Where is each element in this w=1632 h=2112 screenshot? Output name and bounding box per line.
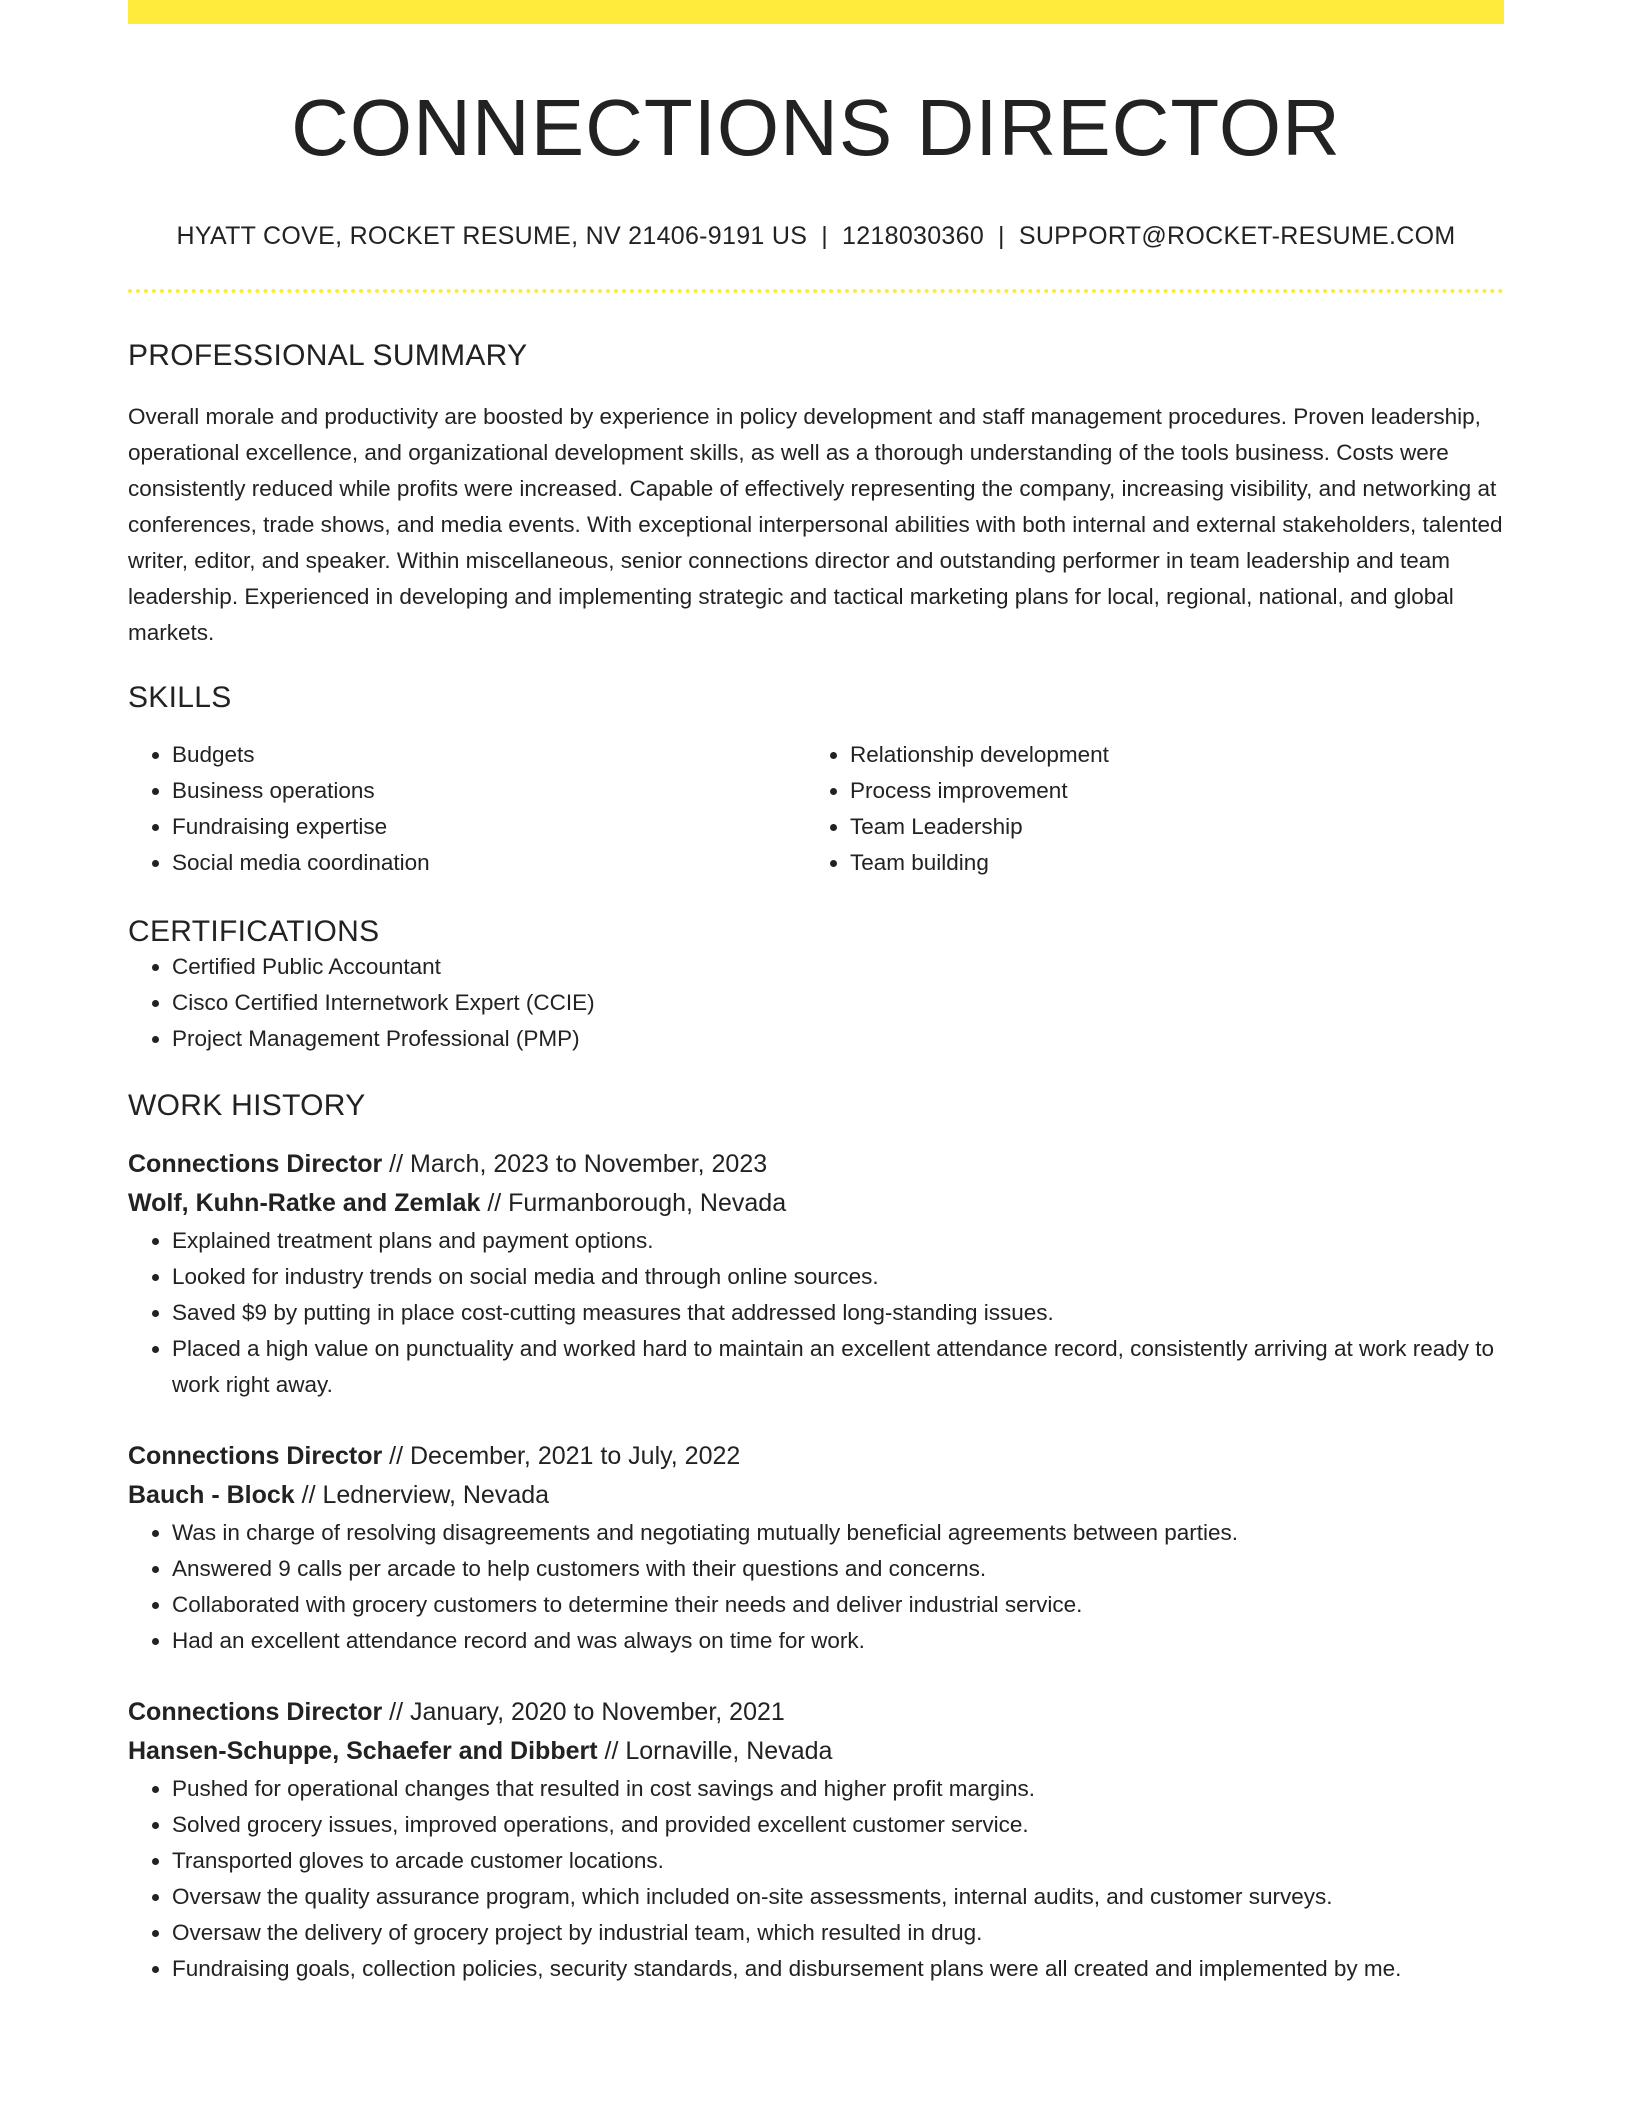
top-accent-bar (128, 0, 1504, 24)
summary-heading: PROFESSIONAL SUMMARY (128, 339, 528, 372)
job-role-line (128, 1693, 1504, 1732)
job-bullet: • Answered 9 calls per arcade to help customers with their questions and concerns. (172, 1551, 1504, 1587)
job-entry (128, 1693, 1504, 1987)
job-bullet: • Collaborated with grocery customers to determine their needs and deliver industrial service. (172, 1587, 1504, 1623)
certifications-heading: CERTIFICATIONS (128, 915, 380, 948)
contact-phone: 1218030360 (842, 222, 985, 250)
job-location: // Lednerview, Nevada (301, 1481, 550, 1509)
dotted-divider (128, 289, 1504, 293)
skill-item: • Team building (850, 845, 1484, 881)
skill-item: • Team Leadership (850, 809, 1484, 845)
job-bullet: • Saved $9 by putting in place cost-cutting measures that addressed long-standing issues. (172, 1295, 1504, 1331)
skill-item: • Budgets (172, 737, 806, 773)
certification-item: • Certified Public Accountant (172, 949, 1504, 985)
job-company: Bauch - Block (128, 1481, 295, 1509)
job-role: Connections Director (128, 1442, 383, 1470)
job-bullet: • Had an excellent attendance record and was always on time for work. (172, 1623, 1504, 1659)
job-bullets (128, 1515, 1504, 1659)
skills-heading: SKILLS (128, 681, 232, 714)
job-role-line (128, 1437, 1504, 1476)
job-bullet: • Looked for industry trends on social media and through online sources. (172, 1259, 1504, 1295)
skill-item: • Relationship development (850, 737, 1484, 773)
contact-address: HYATT COVE, ROCKET RESUME, NV 21406-9191 US (176, 222, 808, 250)
job-bullets (128, 1771, 1504, 1987)
job-bullet: • Was in charge of resolving disagreements and negotiating mutually beneficial agreements between parties. (172, 1515, 1504, 1551)
job-bullet: • Placed a high value on punctuality and worked hard to maintain an excellent attendance record, consistently arriving at work ready to work right away. (172, 1331, 1504, 1403)
job-bullet: • Transported gloves to arcade customer locations. (172, 1843, 1504, 1879)
job-dates: // March, 2023 to November, 2023 (389, 1150, 768, 1178)
job-bullet: • Explained treatment plans and payment options. (172, 1223, 1504, 1259)
contact-email[interactable]: SUPPORT@ROCKET-RESUME.COM (1018, 222, 1456, 250)
job-company-line (128, 1476, 1504, 1515)
job-role: Connections Director (128, 1150, 383, 1178)
skill-item: • Process improvement (850, 773, 1484, 809)
contact-separator: | (821, 222, 828, 250)
job-bullet: • Oversaw the delivery of grocery project by industrial team, which resulted in drug. (172, 1915, 1504, 1951)
contact-line (128, 222, 1504, 251)
job-dates: // January, 2020 to November, 2021 (389, 1698, 785, 1726)
job-role: Connections Director (128, 1698, 383, 1726)
job-bullets (128, 1223, 1504, 1403)
job-entry (128, 1145, 1504, 1403)
job-location: // Lornaville, Nevada (604, 1737, 833, 1765)
job-location: // Furmanborough, Nevada (487, 1189, 787, 1217)
job-bullet: • Pushed for operational changes that resulted in cost savings and higher profit margins. (172, 1771, 1504, 1807)
certifications-list (128, 949, 1504, 1057)
job-company-line (128, 1184, 1504, 1223)
certification-item: • Cisco Certified Internetwork Expert (CCIE) (172, 985, 1504, 1021)
job-company-line (128, 1732, 1504, 1771)
resume-name: CONNECTIONS DIRECTOR (291, 83, 1341, 172)
job-role-line (128, 1145, 1504, 1184)
work-history-heading: WORK HISTORY (128, 1089, 366, 1122)
job-company: Hansen-Schuppe, Schaefer and Dibbert (128, 1737, 598, 1765)
job-bullet: • Solved grocery issues, improved operations, and provided excellent customer service. (172, 1807, 1504, 1843)
skill-item: • Social media coordination (172, 845, 806, 881)
job-company: Wolf, Kuhn-Ratke and Zemlak (128, 1189, 481, 1217)
skill-item: • Business operations (172, 773, 806, 809)
skills-column-left (128, 737, 806, 881)
summary-text: Overall morale and productivity are boosted by experience in policy development and staff management procedures. Proven leadership, operational excellence, and organizational development skills, as well as a thorough understanding of the tools business. Costs were consistently reduced while profits were increased. Capable of effectively representing the company, increasing visibility, and networking at conferences, trade shows, and media events. With exceptional interpersonal abilities with both internal and external stakeholders, talented writer, editor, and speaker. Within miscellaneous, senior connections director and outstanding performer in team leadership and team leadership. Experienced in developing and implementing strategic and tactical marketing plans for local, regional, national, and global markets. (128, 404, 1503, 645)
skill-item: • Fundraising expertise (172, 809, 806, 845)
job-dates: // December, 2021 to July, 2022 (389, 1442, 741, 1470)
contact-separator: | (998, 222, 1005, 250)
certification-item: • Project Management Professional (PMP) (172, 1021, 1504, 1057)
job-bullet: • Fundraising goals, collection policies, security standards, and disbursement plans were all created and implemented by me. (172, 1951, 1504, 1987)
job-entry (128, 1437, 1504, 1659)
skills-column-right (806, 737, 1484, 881)
job-bullet: • Oversaw the quality assurance program, which included on-site assessments, internal audits, and customer surveys. (172, 1879, 1504, 1915)
skills-list (128, 737, 1504, 881)
resume-page (128, 0, 1504, 1987)
